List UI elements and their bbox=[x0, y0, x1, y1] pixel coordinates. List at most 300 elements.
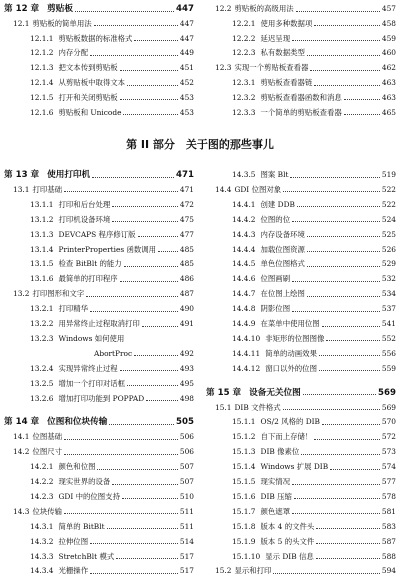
entry-number: 13.2 bbox=[13, 289, 30, 299]
page-number: 583 bbox=[381, 521, 396, 531]
page-number: 452 bbox=[179, 78, 194, 87]
leader-dots bbox=[127, 85, 178, 86]
subsection-entry bbox=[4, 521, 194, 533]
page-number: 534 bbox=[381, 289, 396, 299]
page-number: 449 bbox=[179, 48, 194, 58]
subsection-entry bbox=[206, 47, 396, 59]
entry-title: 颜色遮罩 bbox=[260, 506, 291, 516]
entry-title: GDI 位图对象 bbox=[234, 184, 282, 194]
entry-title: 延迟呈现 bbox=[260, 33, 291, 43]
page-number: 465 bbox=[381, 107, 396, 117]
page-number: 507 bbox=[179, 477, 194, 486]
page-number: 477 bbox=[179, 229, 194, 239]
entry-title: 非矩形的位图图像 bbox=[265, 333, 325, 343]
leader-dots bbox=[344, 114, 380, 115]
entry-title: 从剪贴板中取得文本 bbox=[58, 78, 126, 87]
entry-title: 现实情况 bbox=[260, 477, 291, 486]
leader-dots bbox=[307, 251, 380, 252]
subsection-entry bbox=[206, 258, 396, 270]
page-number: 453 bbox=[179, 107, 194, 117]
chapter-entry bbox=[206, 387, 396, 399]
subsection-entry bbox=[4, 62, 194, 74]
subsection-entry bbox=[206, 107, 396, 119]
leader-dots bbox=[316, 558, 380, 559]
page-number: 462 bbox=[381, 63, 396, 73]
entry-title: 实现一个剪贴板查看器 bbox=[234, 63, 309, 73]
page-number: 572 bbox=[381, 432, 396, 442]
page-number: 471 bbox=[176, 170, 194, 180]
leader-dots bbox=[316, 528, 380, 529]
entry-number: 14.3.2 bbox=[30, 536, 54, 546]
subsection-entry bbox=[4, 33, 194, 45]
page-number: 514 bbox=[179, 536, 194, 546]
subsection-entry bbox=[4, 333, 194, 345]
entry-number: 15.1.6 bbox=[232, 491, 256, 501]
entry-number: 15.1.9 bbox=[232, 536, 256, 546]
leader-dots bbox=[319, 355, 380, 356]
leader-dots bbox=[301, 454, 380, 455]
entry-number: 第 14 章 bbox=[4, 417, 40, 428]
leader-dots bbox=[64, 191, 178, 192]
subsection-entry bbox=[4, 565, 194, 577]
leader-dots bbox=[90, 573, 178, 574]
subsection-entry bbox=[4, 273, 194, 285]
entry-title: 剪贴板数据的标准格式 bbox=[58, 33, 133, 43]
entry-number: 14.4.2 bbox=[232, 214, 256, 224]
leader-dots bbox=[316, 543, 380, 544]
entry-number: 13.1.4 bbox=[30, 244, 54, 254]
entry-number: 15.1.4 bbox=[232, 462, 256, 472]
leader-dots bbox=[303, 394, 376, 395]
subsection-entry bbox=[206, 214, 396, 226]
entry-number: 14.4.4 bbox=[232, 244, 256, 254]
subsection-entry bbox=[206, 491, 396, 503]
leader-dots bbox=[292, 311, 380, 312]
leader-dots bbox=[116, 558, 178, 559]
chapter-entry bbox=[4, 3, 194, 15]
leader-dots bbox=[158, 251, 178, 252]
entry-number: 14.4.1 bbox=[232, 199, 256, 209]
page-number: 569 bbox=[378, 387, 396, 398]
subsection-entry bbox=[206, 33, 396, 45]
page-number: 490 bbox=[179, 304, 194, 314]
entry-number: 15.1 bbox=[215, 402, 232, 412]
page-number: 524 bbox=[381, 214, 396, 224]
subsection-entry bbox=[206, 169, 396, 181]
leader-dots bbox=[319, 370, 380, 371]
page-number: 552 bbox=[381, 333, 396, 343]
entry-title: DEVCAPS 程序修订版 bbox=[58, 229, 136, 239]
leader-dots bbox=[127, 385, 178, 386]
page-number: 487 bbox=[179, 289, 194, 299]
leader-dots bbox=[283, 191, 380, 192]
leader-dots bbox=[90, 311, 178, 312]
entry-number: 15.1.10 bbox=[232, 551, 261, 561]
page-number: 447 bbox=[179, 18, 194, 28]
subsection-entry bbox=[4, 92, 194, 104]
entry-number: 12.3.3 bbox=[232, 107, 256, 117]
leader-dots bbox=[326, 340, 380, 341]
entry-title: 私有数据类型 bbox=[260, 48, 305, 58]
subsection-entry bbox=[206, 92, 396, 104]
leader-dots bbox=[292, 40, 380, 41]
page-number: 498 bbox=[179, 393, 194, 403]
subsection-entry bbox=[4, 491, 194, 503]
subsection-entry bbox=[206, 288, 396, 300]
page-number: 495 bbox=[179, 378, 194, 388]
entry-number: 15.1.7 bbox=[232, 506, 256, 516]
entry-number: 15.1.1 bbox=[232, 417, 256, 427]
entry-title: 一个简单的剪贴板查看器 bbox=[260, 107, 342, 117]
subsection-entry bbox=[4, 47, 194, 59]
section-entry bbox=[206, 3, 396, 15]
page-number: 486 bbox=[179, 274, 194, 284]
section-entry bbox=[4, 184, 194, 196]
entry-number: 第 13 章 bbox=[4, 170, 40, 180]
page-number: 537 bbox=[381, 304, 396, 314]
entry-title: Windows 扩展 DIB bbox=[260, 462, 329, 472]
leader-dots bbox=[112, 206, 178, 207]
entry-number: 13.1 bbox=[13, 184, 30, 194]
leader-dots bbox=[134, 355, 178, 356]
subsection-entry bbox=[206, 521, 396, 533]
leader-dots bbox=[292, 281, 380, 282]
subsection-entry bbox=[206, 506, 396, 518]
leader-dots bbox=[64, 439, 178, 440]
subsection-entry bbox=[206, 303, 396, 315]
leader-dots bbox=[142, 326, 178, 327]
entry-title: StretchBlt 模式 bbox=[58, 551, 115, 561]
chapter-entry bbox=[4, 169, 194, 181]
page-number: 517 bbox=[179, 566, 194, 576]
leader-dots bbox=[292, 513, 380, 514]
entry-number: 12.3 bbox=[215, 63, 232, 73]
section-entry bbox=[206, 184, 396, 196]
entry-number: 13.1.1 bbox=[30, 199, 54, 209]
entry-number: 15.2 bbox=[215, 566, 232, 576]
leader-dots bbox=[64, 513, 178, 514]
subsection-entry bbox=[206, 348, 396, 360]
leader-dots bbox=[120, 70, 178, 71]
entry-number: 13.1.5 bbox=[30, 259, 54, 269]
leader-dots bbox=[97, 469, 177, 470]
page-number: 472 bbox=[179, 199, 194, 209]
page-number: 491 bbox=[179, 319, 194, 328]
entry-title: GDI 中的位图支持 bbox=[58, 491, 120, 501]
leader-dots bbox=[292, 484, 380, 485]
subsection-entry bbox=[206, 244, 396, 256]
leader-dots bbox=[307, 236, 380, 237]
page-number: 559 bbox=[381, 363, 396, 373]
entry-title: 最简单的打印程序 bbox=[58, 274, 118, 284]
page-number: 463 bbox=[381, 92, 396, 102]
leader-dots bbox=[314, 25, 380, 26]
page-number: 532 bbox=[381, 274, 396, 284]
leader-dots bbox=[138, 236, 178, 237]
entry-title: 内存设备环境 bbox=[260, 229, 305, 239]
leader-dots bbox=[290, 177, 379, 178]
subsection-entry bbox=[4, 229, 194, 241]
entry-title: 打印和后台处理 bbox=[58, 199, 111, 209]
section-entry bbox=[206, 62, 396, 74]
page-number: 522 bbox=[381, 199, 396, 209]
leader-dots bbox=[124, 266, 178, 267]
subsection-entry bbox=[206, 318, 396, 330]
page-number: 451 bbox=[179, 63, 194, 73]
subsection-entry bbox=[4, 214, 194, 226]
entry-title: 剪贴板和 Unicode bbox=[58, 107, 122, 117]
leader-dots bbox=[120, 370, 178, 371]
subsection-entry bbox=[206, 18, 396, 30]
page-number: 522 bbox=[381, 184, 396, 194]
entry-number: 14.4.12 bbox=[232, 363, 261, 373]
entry-title: 把文本传到剪贴板 bbox=[58, 63, 118, 73]
page-number: 475 bbox=[179, 214, 194, 224]
page-number: 569 bbox=[381, 402, 396, 412]
entry-title: 版本 5 的头文件 bbox=[260, 536, 315, 546]
page-number: 525 bbox=[381, 229, 396, 239]
entry-title: 打印机设备环境 bbox=[58, 214, 111, 224]
entry-title: 显示和打印 bbox=[234, 566, 272, 576]
page-number: 458 bbox=[381, 18, 396, 28]
subsection-entry bbox=[4, 551, 194, 563]
page-number: 506 bbox=[179, 447, 194, 457]
entry-number: 15.1.8 bbox=[232, 521, 256, 531]
entry-title: OS/2 风格的 DIB bbox=[260, 417, 320, 427]
entry-title: 增加打印功能到 POPPAD bbox=[58, 393, 145, 403]
entry-title: 图案 Blt bbox=[260, 170, 289, 179]
leader-dots bbox=[283, 409, 380, 410]
subsection-entry bbox=[4, 536, 194, 548]
page-number: 447 bbox=[176, 4, 194, 14]
entry-title: 剪贴板查看器函数和消息 bbox=[260, 92, 342, 102]
entry-title: Windows 如何使用 bbox=[58, 333, 125, 343]
page-number: 574 bbox=[381, 462, 396, 472]
leader-dots bbox=[122, 498, 178, 499]
leader-dots bbox=[107, 528, 178, 529]
entry-title: 创建 DDB bbox=[260, 199, 295, 209]
entry-number: 15.1.5 bbox=[232, 477, 256, 486]
entry-number: 14.4.5 bbox=[232, 259, 256, 269]
entry-title: 用异常终止过程取消打印 bbox=[58, 319, 140, 328]
leader-dots bbox=[90, 55, 178, 56]
entry-title: 版本 4 的文件头 bbox=[260, 521, 315, 531]
page-number: 588 bbox=[381, 551, 396, 561]
page-number: 507 bbox=[179, 462, 194, 472]
page-number: 556 bbox=[381, 348, 396, 358]
leader-dots bbox=[294, 498, 380, 499]
entry-number: 14.1 bbox=[13, 432, 30, 442]
entry-number: 14.4.8 bbox=[232, 304, 256, 314]
page-number: 492 bbox=[179, 348, 194, 358]
leader-dots bbox=[64, 454, 178, 455]
part-heading: 第 II 部分 关于图的那些事儿 bbox=[126, 138, 274, 151]
leader-dots bbox=[322, 424, 380, 425]
entry-number: 13.1.2 bbox=[30, 214, 54, 224]
entry-number: 12.1.2 bbox=[30, 48, 54, 58]
entry-number: 14.2.2 bbox=[30, 477, 54, 486]
leader-dots bbox=[314, 439, 380, 440]
page-number: 573 bbox=[381, 447, 396, 457]
entry-title: 位图尺寸 bbox=[32, 447, 63, 457]
entry-number: 13.2.3 bbox=[30, 333, 54, 343]
entry-number: 14.3.5 bbox=[232, 170, 256, 179]
entry-number: 14.3.3 bbox=[30, 551, 54, 561]
entry-title: 加载位图资源 bbox=[260, 244, 305, 254]
entry-title: 在菜单中使用位图 bbox=[260, 319, 320, 328]
entry-number: 14.3.1 bbox=[30, 521, 54, 531]
page-number: 529 bbox=[381, 259, 396, 269]
page-number: 570 bbox=[381, 417, 396, 427]
page-number: 541 bbox=[381, 319, 396, 328]
leader-dots bbox=[307, 55, 380, 56]
subsection-entry bbox=[206, 536, 396, 548]
page-number: 485 bbox=[179, 259, 194, 269]
page-number: 519 bbox=[381, 170, 396, 179]
section-entry bbox=[4, 446, 194, 458]
entry-number: 15.1.3 bbox=[232, 447, 256, 457]
leader-dots bbox=[112, 221, 178, 222]
subsection-entry bbox=[4, 393, 194, 405]
entry-title: 使用打印机 bbox=[47, 170, 91, 180]
leader-dots bbox=[344, 99, 380, 100]
entry-number: 12.1.4 bbox=[30, 78, 54, 87]
section-entry bbox=[4, 431, 194, 443]
entry-title: 打印图形和文字 bbox=[32, 289, 85, 299]
leader-dots bbox=[273, 573, 379, 574]
page-number: 594 bbox=[381, 566, 396, 576]
section-entry bbox=[4, 506, 194, 518]
entry-title: 位图画刷 bbox=[260, 274, 291, 284]
page-number: 493 bbox=[179, 363, 194, 373]
entry-number: 12.1 bbox=[13, 18, 30, 28]
leader-dots bbox=[120, 281, 178, 282]
page-number: 577 bbox=[381, 477, 396, 486]
entry-number: 15.1.2 bbox=[232, 432, 256, 442]
entry-number: 14.4 bbox=[215, 184, 232, 194]
entry-title: 显示 DIB 信息 bbox=[265, 551, 314, 561]
entry-number: 12.2.1 bbox=[232, 18, 256, 28]
entry-number: 13.2.1 bbox=[30, 304, 54, 314]
subsection-entry bbox=[206, 446, 396, 458]
page-number: 459 bbox=[381, 33, 396, 43]
entry-number: 第 12 章 bbox=[4, 4, 40, 14]
chapter-entry bbox=[4, 416, 194, 428]
entry-number: 12.2 bbox=[215, 4, 232, 13]
subsection-entry bbox=[4, 363, 194, 375]
entry-title: 位图和位块传输 bbox=[47, 417, 108, 428]
page-number: 578 bbox=[381, 491, 396, 501]
subsection-entry bbox=[206, 476, 396, 488]
subsection-entry bbox=[206, 363, 396, 375]
entry-number: 13.2.5 bbox=[30, 378, 54, 388]
entry-number: 14.4.7 bbox=[232, 289, 256, 299]
entry-number: 14.3 bbox=[13, 506, 30, 516]
entry-number: 14.3.4 bbox=[30, 566, 54, 576]
entry-number: 12.3.1 bbox=[232, 78, 256, 87]
section-entry bbox=[4, 288, 194, 300]
subsection-entry bbox=[4, 107, 194, 119]
entry-number: 14.4.11 bbox=[232, 348, 261, 358]
entry-title: 位图基础 bbox=[32, 432, 63, 442]
leader-dots bbox=[310, 70, 380, 71]
entry-title: 实现异常终止过程 bbox=[58, 363, 118, 373]
subsection-entry bbox=[4, 461, 194, 473]
entry-number: 14.2.3 bbox=[30, 491, 54, 501]
leader-dots bbox=[146, 400, 178, 401]
entry-title: DIB 压缩 bbox=[260, 491, 292, 501]
entry-number: 14.4.9 bbox=[232, 319, 256, 328]
page-number: 447 bbox=[179, 33, 194, 43]
subsection-entry bbox=[206, 333, 396, 345]
entry-title: 颜色和位图 bbox=[58, 462, 96, 472]
section-entry bbox=[4, 18, 194, 30]
subsection-entry bbox=[4, 348, 194, 360]
page-number: 517 bbox=[179, 551, 194, 561]
page-number: 587 bbox=[381, 536, 396, 546]
entry-title: 剪贴板的高级用法 bbox=[234, 4, 294, 13]
subsection-entry bbox=[206, 273, 396, 285]
entry-title: DIB 文件格式 bbox=[234, 402, 281, 412]
page-number: 581 bbox=[381, 506, 396, 516]
entry-title: 在位图上绘图 bbox=[260, 289, 305, 299]
leader-dots bbox=[75, 11, 174, 12]
entry-title: 位图的位 bbox=[260, 214, 291, 224]
entry-title: 剪贴板 bbox=[47, 4, 73, 14]
subsection-entry bbox=[206, 77, 396, 89]
page-number: 463 bbox=[381, 78, 396, 87]
entry-title: 打印基础 bbox=[32, 184, 63, 194]
entry-title: 简单的 BitBlt bbox=[58, 521, 105, 531]
entry-number: 14.4.3 bbox=[232, 229, 256, 239]
leader-dots bbox=[94, 25, 178, 26]
leader-dots bbox=[292, 221, 380, 222]
subsection-entry bbox=[206, 461, 396, 473]
entry-title: 内存分配 bbox=[58, 48, 89, 58]
leader-dots bbox=[109, 424, 174, 425]
leader-dots bbox=[90, 543, 178, 544]
entry-number: 14.4.6 bbox=[232, 274, 256, 284]
subsection-entry bbox=[206, 551, 396, 563]
entry-title: 打印精华 bbox=[58, 304, 89, 314]
section-entry bbox=[206, 402, 396, 414]
page-number: 485 bbox=[179, 244, 194, 254]
entry-number: 12.3.2 bbox=[232, 92, 256, 102]
subsection-entry bbox=[4, 77, 194, 89]
entry-number: 12.1.6 bbox=[30, 107, 54, 117]
leader-dots bbox=[322, 326, 380, 327]
leader-dots bbox=[307, 296, 380, 297]
page-number: 457 bbox=[381, 4, 396, 13]
entry-title: 设备无关位图 bbox=[249, 387, 301, 398]
entry-number: 14.2.1 bbox=[30, 462, 54, 472]
entry-title: 单色位图格式 bbox=[260, 259, 305, 269]
page-number: 511 bbox=[179, 506, 194, 516]
leader-dots bbox=[92, 177, 174, 178]
subsection-entry bbox=[4, 378, 194, 390]
page-number: 510 bbox=[179, 491, 194, 501]
entry-number: 14.2 bbox=[13, 447, 30, 457]
page-number: 471 bbox=[179, 184, 194, 194]
entry-number: 12.1.3 bbox=[30, 63, 54, 73]
leader-dots bbox=[314, 85, 380, 86]
subsection-entry bbox=[4, 303, 194, 315]
entry-title: 剪贴板查看器链 bbox=[260, 78, 313, 87]
leader-dots bbox=[307, 266, 380, 267]
entry-title: 现实世界的设备 bbox=[58, 477, 111, 486]
subsection-entry bbox=[4, 476, 194, 488]
entry-title: DIB 像素位 bbox=[260, 447, 300, 457]
